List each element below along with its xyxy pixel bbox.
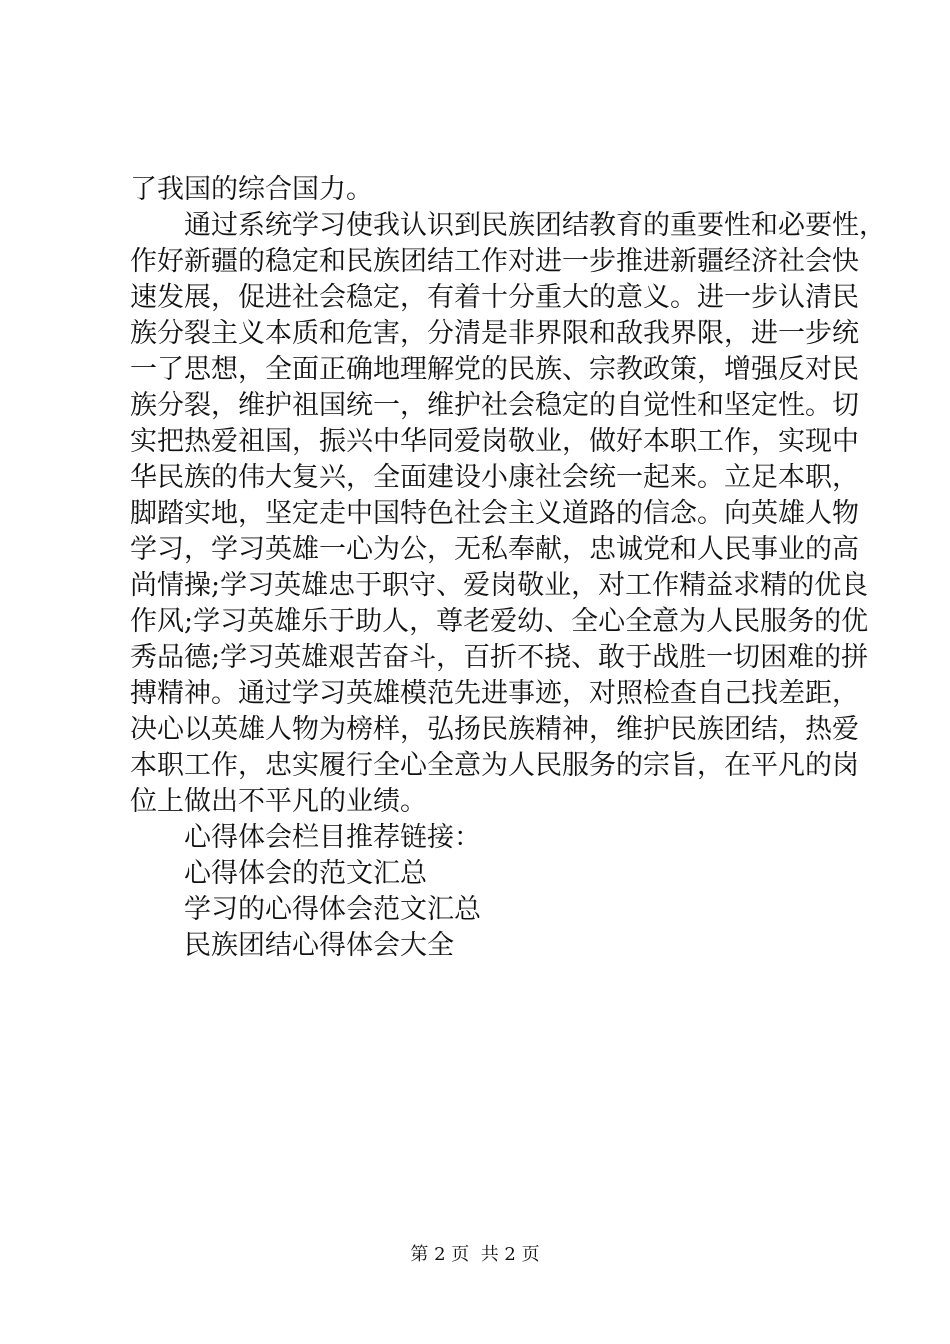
text-line: 族分裂，维护祖国统一，维护社会稳定的自觉性和坚定性。切 (130, 390, 859, 421)
page-number-footer: 第 2 页 共 2 页 (410, 1244, 540, 1265)
text-line: 作好新疆的稳定和民族团结工作对进一步推进新疆经济社会快 (130, 246, 859, 277)
text-line: 实把热爱祖国，振兴中华同爱岗敬业，做好本职工作，实现中 (130, 426, 859, 457)
text-line: 脚踏实地，坚定走中国特色社会主义道路的信念。向英雄人物 (130, 498, 859, 529)
text-line: 学习，学习英雄一心为公，无私奉献，忠诚党和人民事业的高 (130, 534, 859, 565)
links-heading: 心得体会栏目推荐链接： (184, 822, 481, 853)
text-line: 秀品德;学习英雄艰苦奋斗，百折不挠、敢于战胜一切困难的拼 (130, 642, 869, 673)
recommended-link[interactable]: 民族团结心得体会大全 (184, 930, 454, 961)
text-line: 本职工作，忠实履行全心全意为人民服务的宗旨，在平凡的岗 (130, 750, 859, 781)
text-line: 搏精神。通过学习英雄模范先进事迹，对照检查自己找差距， (130, 678, 859, 709)
text-line: 位上做出不平凡的业绩。 (130, 786, 427, 817)
text-line: 华民族的伟大复兴，全面建设小康社会统一起来。立足本职， (130, 462, 859, 493)
text-line: 速发展，促进社会稳定，有着十分重大的意义。进一步认清民 (130, 282, 859, 313)
text-line: 尚情操;学习英雄忠于职守、爱岗敬业，对工作精益求精的优良 (130, 570, 869, 601)
text-line: 一了思想，全面正确地理解党的民族、宗教政策，增强反对民 (130, 354, 859, 385)
recommended-link[interactable]: 心得体会的范文汇总 (184, 858, 427, 889)
text-line: 了我国的综合国力。 (130, 174, 373, 205)
paragraph-start-line: 通过系统学习使我认识到民族团结教育的重要性和必要性， (184, 210, 886, 241)
text-line: 族分裂主义本质和危害，分清是非界限和敌我界限，进一步统 (130, 318, 859, 349)
recommended-link[interactable]: 学习的心得体会范文汇总 (184, 894, 481, 925)
text-line: 决心以英雄人物为榜样，弘扬民族精神，维护民族团结，热爱 (130, 714, 859, 745)
text-line: 作风;学习英雄乐于助人，尊老爱幼、全心全意为人民服务的优 (130, 606, 869, 637)
